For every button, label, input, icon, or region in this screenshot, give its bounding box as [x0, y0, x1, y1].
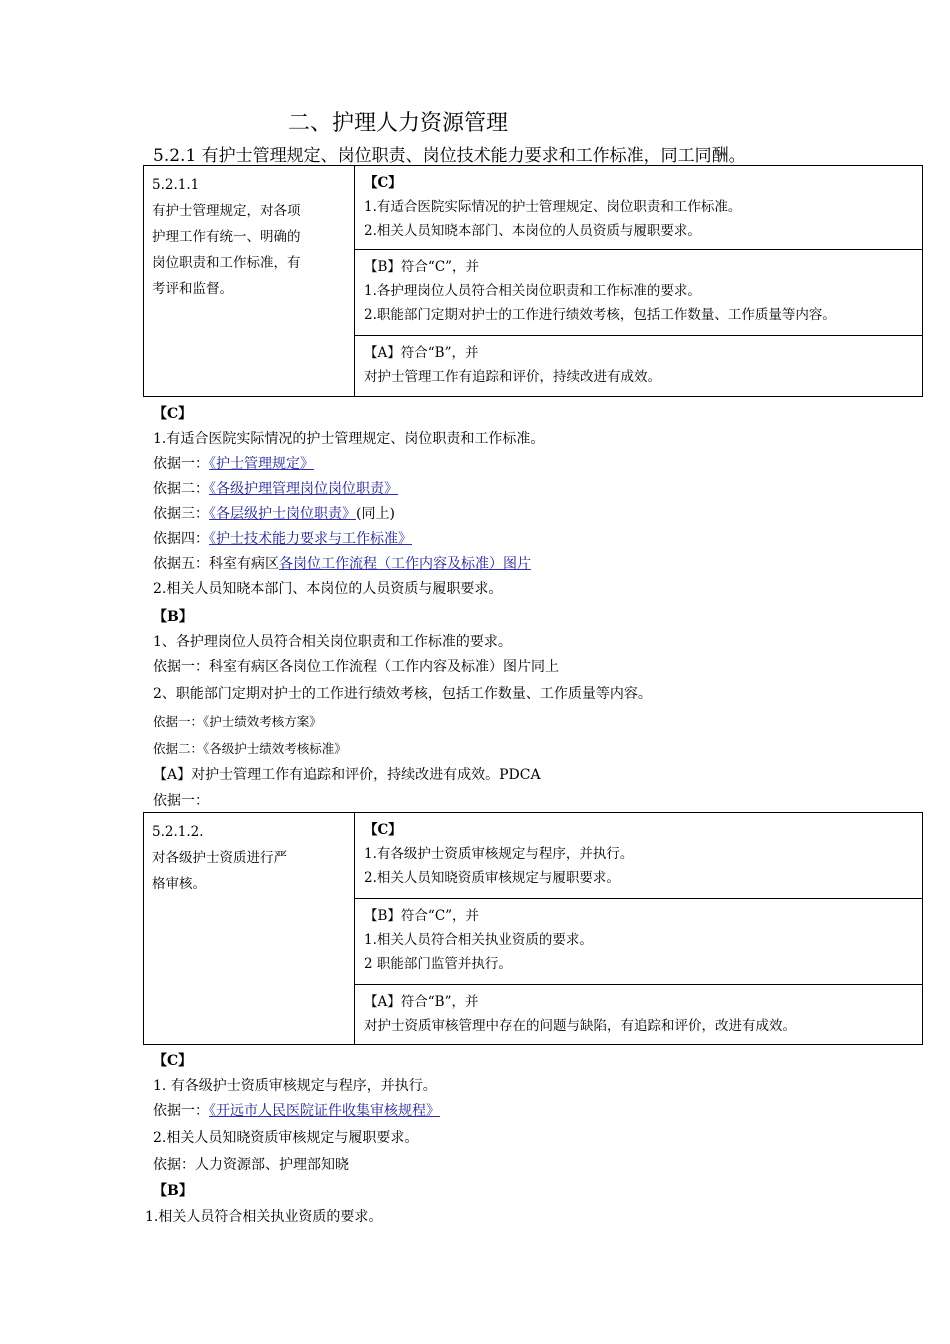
standard-table-5-2-1-2	[143, 812, 923, 1045]
criteria-a-block	[355, 335, 922, 396]
body-line: 2、职能部门定期对护士的工作进行绩效考核，包括工作数量、工作质量等内容。	[153, 686, 652, 702]
criteria-cell	[355, 166, 923, 397]
page-title: 二、护理人力资源管理	[288, 111, 509, 136]
criteria-line: 2.职能部门定期对护士的工作进行绩效考核，包括工作数量、工作质量等内容。	[364, 307, 836, 323]
standard-desc-line: 有护士管理规定，对各项	[152, 203, 301, 219]
criteria-line: 1.相关人员符合相关执业资质的要求。	[364, 932, 593, 948]
basis-link[interactable]: 《各层级护士岗位职责》	[209, 506, 356, 522]
criteria-line: 1.有各级护士资质审核规定与程序，并执行。	[364, 846, 634, 862]
basis-line	[153, 553, 531, 573]
basis-label: 依据五：科室有病区	[153, 556, 279, 572]
criteria-a-block	[355, 984, 922, 1044]
criteria-line: 2.相关人员知晓本部门、本岗位的人员资质与履职要求。	[364, 223, 701, 239]
criteria-line: 1.有适合医院实际情况的护士管理规定、岗位职责和工作标准。	[364, 199, 742, 215]
body-line: 1.相关人员符合相关执业资质的要求。	[145, 1209, 383, 1225]
section-c-head: 【C】	[153, 406, 193, 422]
section-a-line: 【A】对护士管理工作有追踪和评价，持续改进有成效。PDCA	[153, 767, 541, 783]
basis-link[interactable]: 《各级护理管理岗位岗位职责》	[209, 481, 398, 497]
standard-id: 5.2.1.1	[152, 177, 200, 193]
standard-desc-line: 考评和监督。	[152, 281, 233, 297]
basis-link[interactable]: 《开远市人民医院证件收集审核规程》	[209, 1103, 440, 1119]
standard-id-cell	[144, 813, 355, 1045]
criteria-line: 对护士资质审核管理中存在的问题与缺陷，有追踪和评价，改进有成效。	[364, 1018, 796, 1034]
basis-line: 依据一：科室有病区各岗位工作流程（工作内容及标准）图片同上	[153, 659, 559, 675]
basis-link[interactable]: 《护士管理规定》	[209, 456, 314, 472]
criteria-a-head: 【A】符合“B”，并	[364, 345, 479, 361]
standard-desc-line: 护理工作有统一、明确的	[152, 229, 301, 245]
basis-line: 依据二：《各级护士绩效考核标准》	[153, 741, 347, 756]
body-line: 2.相关人员知晓本部门、本岗位的人员资质与履职要求。	[153, 581, 503, 597]
standard-desc-line: 岗位职责和工作标准，有	[152, 255, 301, 271]
body-line: 1、各护理岗位人员符合相关岗位职责和工作标准的要求。	[153, 634, 512, 650]
section-b-head: 【B】	[153, 1183, 193, 1199]
basis-line	[153, 478, 398, 498]
criteria-c-head: 【C】	[364, 822, 402, 838]
standard-desc-line: 对各级护士资质进行严	[152, 850, 287, 866]
basis-link[interactable]: 《护士技术能力要求与工作标准》	[209, 531, 412, 547]
basis-line: 依据一：	[153, 793, 209, 809]
criteria-b-head: 【B】符合“C”，并	[364, 908, 480, 924]
standard-id-cell	[144, 166, 355, 397]
criteria-line: 对护士管理工作有追踪和评价，持续改进有成效。	[364, 369, 661, 385]
basis-label: 依据二：	[153, 481, 209, 497]
criteria-a-head: 【A】符合“B”，并	[364, 994, 479, 1010]
basis-link[interactable]: 各岗位工作流程（工作内容及标准）图片	[279, 556, 531, 572]
basis-line: 依据一：《护士绩效考核方案》	[153, 714, 322, 729]
basis-label: 依据一：	[153, 1103, 209, 1119]
section-heading: 5.2.1 有护士管理规定、岗位职责、岗位技术能力要求和工作标准，同工同酬。	[153, 146, 746, 166]
section-c-head: 【C】	[153, 1053, 193, 1069]
criteria-b-block	[355, 898, 922, 984]
basis-suffix: (同上)	[356, 506, 395, 522]
criteria-b-block	[355, 249, 922, 335]
basis-label: 依据四：	[153, 531, 209, 547]
basis-line	[153, 528, 412, 548]
standard-id: 5.2.1.2.	[152, 824, 204, 840]
criteria-line: 2.相关人员知晓资质审核规定与履职要求。	[364, 870, 620, 886]
standard-table-5-2-1-1	[143, 165, 923, 397]
criteria-c-block	[355, 813, 922, 898]
basis-label: 依据三：	[153, 506, 209, 522]
basis-line	[153, 453, 314, 473]
basis-line	[153, 1100, 440, 1120]
standard-desc-line: 格审核。	[152, 876, 206, 892]
criteria-c-head: 【C】	[364, 175, 402, 191]
body-line: 1.有适合医院实际情况的护士管理规定、岗位职责和工作标准。	[153, 431, 545, 447]
criteria-cell	[355, 813, 923, 1045]
basis-line	[153, 503, 395, 523]
criteria-c-block	[355, 166, 922, 249]
section-b-head: 【B】	[153, 609, 193, 625]
basis-label: 依据一：	[153, 456, 209, 472]
criteria-b-head: 【B】符合“C”，并	[364, 259, 480, 275]
body-line: 1. 有各级护士资质审核规定与程序，并执行。	[153, 1078, 437, 1094]
basis-line: 依据：人力资源部、护理部知晓	[153, 1157, 349, 1173]
criteria-line: 2 职能部门监管并执行。	[364, 956, 512, 972]
criteria-line: 1.各护理岗位人员符合相关岗位职责和工作标准的要求。	[364, 283, 701, 299]
body-line: 2.相关人员知晓资质审核规定与履职要求。	[153, 1130, 419, 1146]
